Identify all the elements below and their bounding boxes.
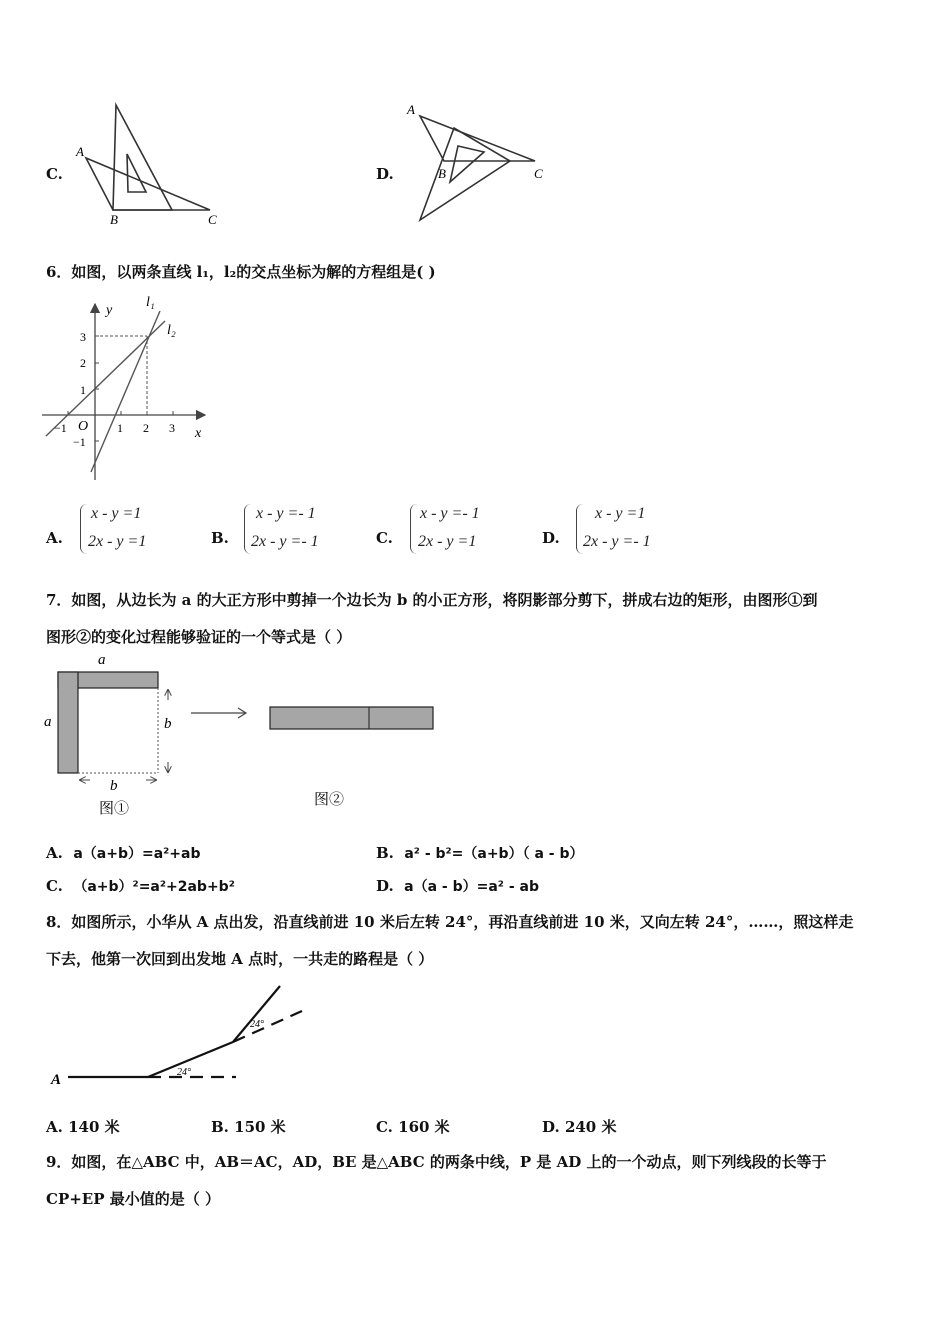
q6-option-d-eq1: x - y =1 [595,505,646,522]
label-b: B [438,166,446,181]
l1-label: l₁ [146,295,155,310]
angle-label-1: 24° [177,1067,191,1078]
set-square [420,116,535,161]
q6-option-d-eq2: 2x - y =- 1 [583,533,651,550]
point-a-label: A [51,1072,62,1088]
l2-label: l₂ [167,323,176,338]
y-tick: 2 [80,356,86,370]
brace [80,504,87,554]
q6-option-a-label[interactable]: A. [46,529,63,547]
label-c: C [208,212,217,227]
q6-coordinate-graph [40,292,220,484]
q8-option-d[interactable]: D. 240 米 [542,1118,617,1136]
q8-option-b[interactable]: B. 150 米 [211,1118,286,1136]
x-tick: −1 [54,421,67,435]
q6-option-c-eq2: 2x - y =1 [418,533,477,550]
q9-stem-line2: CP+EP 最小值的是（ ） [46,1190,220,1208]
q5-option-d-figure [400,96,560,226]
big-triangle [113,105,172,210]
q7-option-b[interactable]: B. a² - b²=（a+b）（ a - b） [376,844,584,862]
q9-stem-line1: 9．如图，在△ABC 中，AB＝AC，AD，BE 是△ABC 的两条中线，P 是 AD 上的一个动点，则下列线段的长等于 [46,1153,827,1171]
q6-option-b-label[interactable]: B. [211,529,229,547]
q6-option-d-label[interactable]: D. [542,529,560,547]
caption-fig1: 图① [99,801,130,817]
q6-option-c-label[interactable]: C. [376,529,393,547]
y-axis-label: y [106,303,113,318]
x-tick: 3 [169,421,175,435]
label-a: A [76,144,84,159]
q8-stem-line2: 下去，他第一次回到出发地 A 点时，一共走的路程是（ ） [46,950,434,968]
q6-option-c-eq1: x - y =- 1 [420,505,480,522]
x-tick: 1 [117,421,123,435]
q7-stem-line1: 7．如图，从边长为 a 的大正方形中剪掉一个边长为 b 的小正方形，将阴影部分剪下，拼成右边的矩形，由图形①到 [46,591,818,609]
angle-label-2: 24° [250,1019,264,1030]
q7-stem-line2: 图形②的变化过程能够验证的一个等式是（ ） [46,628,352,646]
q7-option-d[interactable]: D. a（a - b）=a² - ab [376,877,539,895]
q6-option-a-eq1: x - y =1 [91,505,142,522]
label-b-bottom: b [110,778,118,794]
q7-option-c[interactable]: C. （a+b）²=a²+2ab+b² [46,877,235,895]
brace [244,504,251,554]
q5-option-d-label[interactable]: D. [376,165,394,183]
q7-arrow [188,705,250,721]
q8-option-a[interactable]: A. 140 米 [46,1118,120,1136]
q8-stem-line1: 8．如图所示，小华从 A 点出发，沿直线前进 10 米后左转 24°，再沿直线前进 10 米，又向左转 24°，……，照这样走 [46,913,854,931]
label-c: C [534,166,543,181]
label-b: B [110,212,118,227]
q7-option-a[interactable]: A. a（a+b）=a²+ab [46,844,201,862]
q6-option-b-eq2: 2x - y =- 1 [251,533,319,550]
label-a: A [407,102,415,117]
caption-fig2: 图② [314,792,345,808]
label-a-top: a [98,652,106,668]
y-tick: 1 [80,383,86,397]
label-b-right: b [164,716,172,732]
q5-option-c-figure [72,100,232,228]
x-axis-label: x [195,426,202,441]
extension-2 [233,1011,302,1042]
brace [576,504,583,554]
q6-option-a-eq2: 2x - y =1 [88,533,147,550]
y-tick: 3 [80,330,86,344]
origin-label: O [78,419,89,434]
x-tick: 2 [143,421,149,435]
rectangle [270,707,433,729]
q8-figure [46,980,316,1092]
q7-figure-1 [40,650,190,822]
q5-option-c-label[interactable]: C. [46,165,63,183]
q6-stem: 6．如图，以两条直线 l₁，l₂的交点坐标为解的方程组是( ) [46,263,436,281]
q7-figure-2 [266,702,438,812]
segment-3 [233,986,280,1042]
inner-triangle [127,154,146,192]
inner-triangle [450,146,484,182]
shaded-left-strip [58,672,78,773]
y-tick: −1 [73,435,86,449]
q6-option-b-eq1: x - y =- 1 [256,505,316,522]
q8-option-c[interactable]: C. 160 米 [376,1118,450,1136]
brace [410,504,417,554]
label-a-left: a [44,714,52,730]
